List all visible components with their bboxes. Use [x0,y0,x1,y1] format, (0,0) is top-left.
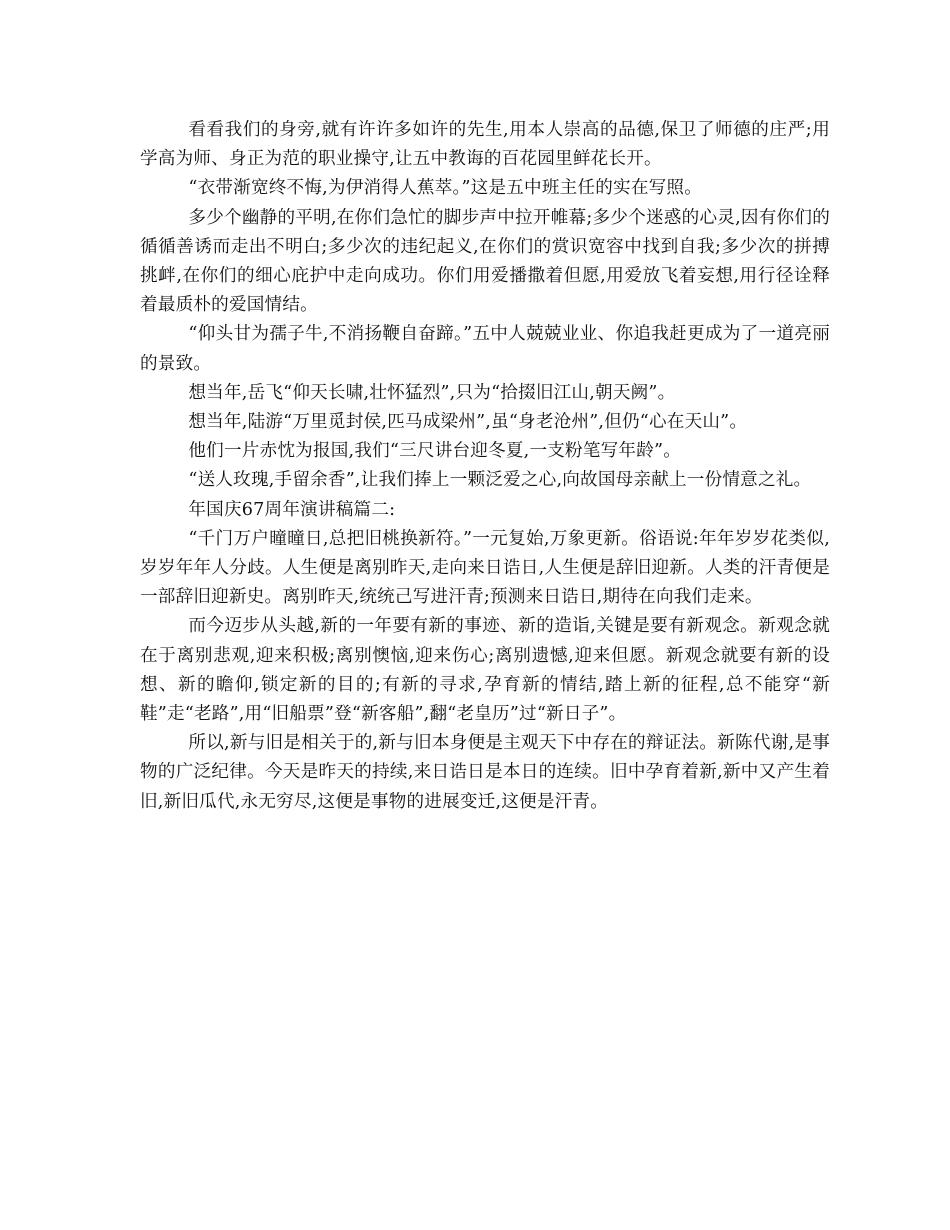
paragraph: 他们一片赤忱为报国,我们“三尺讲台迎冬夏,一支粉笔写年龄”。 [188,441,682,462]
paragraph: 而今迈步从头越,新的一年要有新的事迹、新的造诣,关键是要有新观念。新观念就在于离别悲观,迎来积极;离别懊恼,迎来伤心;离别遗憾,迎来但愿。新观念就要有新的设想、新的瞻仰,锁定新的目的;有新的寻求,孕育新的情结,踏上新的征程,总不能穿“新鞋”走“老路”,用“旧船票”登“新客船”,翻“老皇历”过“新日子”。 [140,616,830,725]
paragraph: “千门万户曈曈日,总把旧桃换新符。”一元复始,万象更新。俗语说:年年岁岁花类似,岁岁年年人分歧。人生便是离别昨天,走向来日诰日,人生便是辞旧迎新。人类的汗青便是一部辞旧迎新史。离别昨天,统统己写进汗青;预测来日诰日,期待在向我们走来。 [140,528,830,608]
paragraph: 想当年,岳飞“仰天长啸,壮怀猛烈”,只为“拾掇旧江山,朝天阙”。 [188,382,676,403]
paragraph: “衣带渐宽终不悔,为伊消得人蕉萃。”这是五中班主任的实在写照。 [188,178,702,199]
document-body [140,116,830,817]
section-heading: 年国庆67周年演讲稿篇二: [188,499,396,520]
paragraph: “仰头甘为孺子牛,不消扬鞭自奋蹄。”五中人兢兢业业、你追我赶更成为了一道亮丽的景致。 [140,324,830,374]
paragraph: 看看我们的身旁,就有许许多如许的先生,用本人崇高的品德,保卫了师德的庄严;用学高为师、身正为范的职业操守,让五中教诲的百花园里鲜花长开。 [140,120,830,170]
paragraph: 所以,新与旧是相关于的,新与旧本身便是主观天下中存在的辩证法。新陈代谢,是事物的广泛纪律。今天是昨天的持续,来日诰日是本日的连续。旧中孕育着新,新中又产生着旧,新旧瓜代,永无穷尽,这便是事物的进展变迁,这便是汗青。 [140,733,830,812]
paragraph: “送人玫瑰,手留余香”,让我们捧上一颗泛爱之心,向故国母亲献上一份情意之礼。 [188,470,812,491]
paragraph: 多少个幽静的平明,在你们急忙的脚步声中拉开帷幕;多少个迷惑的心灵,因有你们的循循善诱而走出不明白;多少次的违纪起义,在你们的赏识宽容中找到自我;多少次的拼搏挑衅,在你们的细心庇护中走向成功。你们用爱播撒着但愿,用爱放飞着妄想,用行径诠释着最质朴的爱国情结。 [140,207,830,316]
paragraph: 想当年,陆游“万里觅封侯,匹马成梁州”,虽“身老沧州”,但仍“心在天山”。 [188,412,748,433]
